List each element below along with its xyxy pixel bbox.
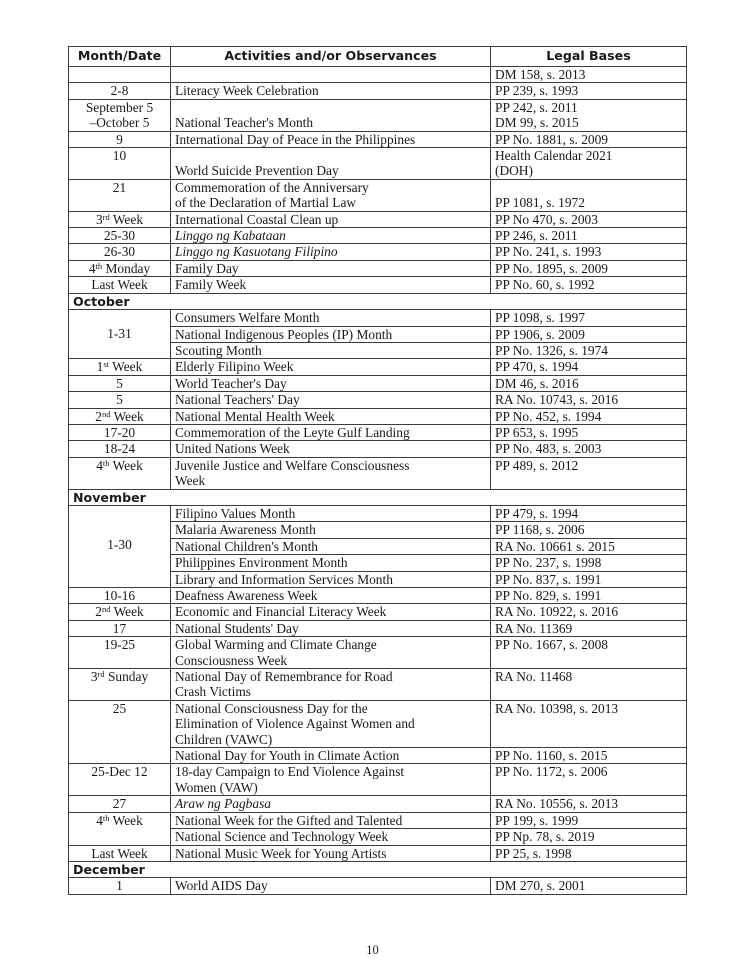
legal-basis-cell: RA No. 10743, s. 2016 [491, 392, 687, 408]
ordinal-suffix: th [102, 457, 110, 468]
legal-basis-cell: PP No. 829, s. 1991 [491, 588, 687, 604]
date-cell [69, 67, 171, 83]
date-cell: 5 [69, 375, 171, 391]
table-row [69, 228, 687, 244]
date-cell: 1st Week [69, 359, 171, 375]
header-activities: Activities and/or Observances [171, 47, 491, 67]
activity-text: National Teachers' Day [175, 392, 300, 408]
date-cell: 1-30 [69, 505, 171, 587]
activity-text: World Suicide Prevention Day [175, 163, 339, 179]
date-cell: September 5 –October 5 [69, 99, 171, 131]
table-body [69, 67, 687, 895]
legal-basis-cell: PP Np. 78, s. 2019 [491, 829, 687, 845]
activity-text: Scouting Month [175, 342, 262, 358]
legal-basis-cell: PP No. 452, s. 1994 [491, 408, 687, 424]
legal-basis-cell: PP No. 483, s. 2003 [491, 441, 687, 457]
ordinal-suffix: nd [101, 604, 111, 615]
table-row [69, 131, 687, 147]
activity-text: National Children's Month [175, 538, 319, 554]
legal-basis-cell: PP 242, s. 2011 DM 99, s. 2015 [491, 99, 687, 131]
date-cell: 4th Week [69, 812, 171, 845]
activity-cell [171, 441, 491, 457]
activity-text: Consumers Welfare Month [175, 310, 320, 326]
date-cell: 4th Week [69, 457, 171, 489]
date-cell: Last Week [69, 845, 171, 861]
table-row [69, 441, 687, 457]
legal-basis-cell: RA No. 10556, s. 2013 [491, 796, 687, 812]
table-row [69, 457, 687, 489]
date-cell: 3rd Sunday [69, 669, 171, 701]
date-cell: 27 [69, 796, 171, 812]
activity-cell [171, 748, 491, 764]
activity-cell [171, 764, 491, 796]
date-cell: 25-Dec 12 [69, 764, 171, 796]
ordinal-suffix: th [95, 260, 103, 271]
date-cell: 1 [69, 878, 171, 894]
activity-cell [171, 359, 491, 375]
activity-cell [171, 310, 491, 326]
activity-cell [171, 131, 491, 147]
activity-cell [171, 555, 491, 571]
month-header-row [69, 489, 687, 505]
activity-cell [171, 604, 491, 620]
activity-text: Economic and Financial Literacy Week [175, 604, 387, 620]
date-cell: 2nd Week [69, 408, 171, 424]
table-row [69, 277, 687, 293]
legal-basis-cell: PP No. 837, s. 1991 [491, 571, 687, 587]
activity-text: International Day of Peace in the Philippines [175, 131, 416, 147]
ordinal-suffix: nd [101, 408, 111, 419]
activity-cell [171, 392, 491, 408]
observances-table [68, 46, 687, 895]
header-legal-bases: Legal Bases [491, 47, 687, 67]
legal-basis-cell: RA No. 10922, s. 2016 [491, 604, 687, 620]
table-header-row [69, 47, 687, 67]
activity-text: Family Day [175, 260, 239, 276]
activity-cell [171, 179, 491, 211]
table-row [69, 67, 687, 83]
activity-text: National Teacher's Month [175, 115, 314, 131]
date-cell: 25-30 [69, 228, 171, 244]
activity-cell [171, 620, 491, 636]
date-cell: 3rd Week [69, 211, 171, 227]
ordinal-suffix: th [102, 812, 110, 823]
activity-cell [171, 878, 491, 894]
activity-text: Filipino Values Month [175, 505, 296, 521]
date-cell: 10 [69, 148, 171, 180]
activity-cell [171, 522, 491, 538]
table-row [69, 588, 687, 604]
activity-cell [171, 99, 491, 131]
legal-basis-cell: RA No. 10398, s. 2013 [491, 700, 687, 747]
ordinal-suffix: rd [102, 211, 110, 222]
legal-basis-cell: PP No. 1881, s. 2009 [491, 131, 687, 147]
activity-cell [171, 260, 491, 276]
activity-cell [171, 812, 491, 828]
activity-text: Literacy Week Celebration [175, 83, 319, 99]
table-row [69, 424, 687, 440]
legal-basis-cell: PP No. 1160, s. 2015 [491, 748, 687, 764]
activity-cell [171, 67, 491, 83]
legal-basis-cell: PP 479, s. 1994 [491, 505, 687, 521]
activity-cell [171, 571, 491, 587]
activity-text: World AIDS Day [175, 878, 268, 894]
activity-cell [171, 845, 491, 861]
date-cell: 10-16 [69, 588, 171, 604]
activity-text: National Indigenous Peoples (IP) Month [175, 326, 393, 342]
legal-basis-cell: PP 1168, s. 2006 [491, 522, 687, 538]
activity-text: Linggo ng Kabataan [175, 228, 286, 244]
table-row [69, 796, 687, 812]
table-row [69, 878, 687, 894]
activity-text: National Consciousness Day for the Elimination of Violence Against Women and Children (VAWC) [175, 700, 415, 747]
activity-text: International Coastal Clean up [175, 211, 339, 227]
table-row [69, 845, 687, 861]
activity-cell [171, 277, 491, 293]
month-label: December [69, 861, 687, 877]
month-header-row [69, 293, 687, 309]
date-cell: 18-24 [69, 441, 171, 457]
activity-cell [171, 637, 491, 669]
activity-text: Araw ng Pagbasa [175, 796, 271, 812]
legal-basis-cell: PP No. 60, s. 1992 [491, 277, 687, 293]
table-row [69, 812, 687, 828]
table-row [69, 392, 687, 408]
legal-basis-cell: RA No. 11468 [491, 669, 687, 701]
date-cell: 2-8 [69, 83, 171, 99]
activity-cell [171, 211, 491, 227]
page-number: 10 [366, 943, 379, 957]
table-row [69, 211, 687, 227]
activity-text: United Nations Week [175, 441, 290, 457]
ordinal-suffix: rd [97, 669, 105, 680]
date-cell: 19-25 [69, 637, 171, 669]
legal-basis-cell: PP No. 241, s. 1993 [491, 244, 687, 260]
table-row [69, 669, 687, 701]
table-row [69, 505, 687, 521]
legal-basis-cell: PP No. 1172, s. 2006 [491, 764, 687, 796]
table-row [69, 700, 687, 747]
date-cell: 25 [69, 700, 171, 764]
legal-basis-cell: PP 1081, s. 1972 [491, 179, 687, 211]
header-month-date: Month/Date [69, 47, 171, 67]
activity-cell [171, 669, 491, 701]
table-row [69, 408, 687, 424]
table-row [69, 260, 687, 276]
date-cell: 5 [69, 392, 171, 408]
activity-cell [171, 148, 491, 180]
legal-basis-cell: PP 199, s. 1999 [491, 812, 687, 828]
activity-text: National Week for the Gifted and Talented [175, 812, 403, 828]
activity-cell [171, 829, 491, 845]
date-cell: 2nd Week [69, 604, 171, 620]
activity-text: National Mental Health Week [175, 408, 335, 424]
ordinal-suffix: st [103, 359, 110, 370]
activity-text: Family Week [175, 277, 247, 293]
activity-text: Deafness Awareness Week [175, 588, 318, 603]
activity-text: Linggo ng Kasuotang Filipino [175, 244, 338, 260]
date-cell: 17 [69, 620, 171, 636]
legal-basis-cell: PP 470, s. 1994 [491, 359, 687, 375]
table-row [69, 148, 687, 180]
legal-basis-cell: PP 1098, s. 1997 [491, 310, 687, 326]
activity-cell [171, 83, 491, 99]
month-label: October [69, 293, 687, 309]
activity-text: World Teacher's Day [175, 375, 287, 391]
activity-text: Global Warming and Climate Change Consciousness Week [175, 637, 377, 668]
legal-basis-cell: PP No. 237, s. 1998 [491, 555, 687, 571]
activity-cell [171, 424, 491, 440]
legal-basis-cell: DM 158, s. 2013 [491, 67, 687, 83]
legal-basis-cell: Health Calendar 2021 (DOH) [491, 148, 687, 180]
activity-text: 18-day Campaign to End Violence Against Women (VAW) [175, 764, 405, 795]
legal-basis-cell: PP 246, s. 2011 [491, 228, 687, 244]
legal-basis-cell: PP No. 1895, s. 2009 [491, 260, 687, 276]
legal-basis-cell: PP 489, s. 2012 [491, 457, 687, 489]
activity-cell [171, 538, 491, 554]
table-row [69, 620, 687, 636]
activity-text: Juvenile Justice and Welfare Consciousness Week [175, 457, 410, 489]
table-row [69, 179, 687, 211]
activity-text: National Day of Remembrance for Road Crash Victims [175, 669, 393, 700]
activity-text: Malaria Awareness Month [175, 522, 316, 538]
activity-cell [171, 588, 491, 604]
table-row [69, 99, 687, 131]
table-row [69, 764, 687, 796]
activity-text: National Students' Day [175, 620, 299, 636]
table-row [69, 310, 687, 326]
legal-basis-cell: RA No. 10661 s. 2015 [491, 538, 687, 554]
legal-basis-cell: DM 46, s. 2016 [491, 375, 687, 391]
legal-basis-cell: DM 270, s. 2001 [491, 878, 687, 894]
date-cell: 17-20 [69, 424, 171, 440]
table-row [69, 604, 687, 620]
activity-text: National Day for Youth in Climate Action [175, 748, 400, 764]
activity-text: Philippines Environment Month [175, 555, 348, 571]
activity-text: Commemoration of the Leyte Gulf Landing [175, 424, 410, 440]
legal-basis-cell: PP 1906, s. 2009 [491, 326, 687, 342]
date-cell: 21 [69, 179, 171, 211]
date-cell: 1-31 [69, 310, 171, 359]
date-cell: 9 [69, 131, 171, 147]
activity-cell [171, 326, 491, 342]
activity-cell [171, 505, 491, 521]
activity-text: Elderly Filipino Week [175, 359, 294, 375]
activity-cell [171, 375, 491, 391]
table-row [69, 359, 687, 375]
activity-cell [171, 457, 491, 489]
date-cell: Last Week [69, 277, 171, 293]
table-row [69, 83, 687, 99]
activity-text: Commemoration of the Anniversary of the Declaration of Martial Law [175, 179, 369, 211]
activity-cell [171, 700, 491, 747]
activity-cell [171, 342, 491, 358]
activity-cell [171, 228, 491, 244]
legal-basis-cell: PP No. 1326, s. 1974 [491, 342, 687, 358]
legal-basis-cell: PP No. 1667, s. 2008 [491, 637, 687, 669]
activity-text: National Music Week for Young Artists [175, 845, 387, 861]
table-row [69, 375, 687, 391]
activity-cell [171, 796, 491, 812]
legal-basis-cell: PP 653, s. 1995 [491, 424, 687, 440]
month-header-row [69, 861, 687, 877]
date-cell: 4th Monday [69, 260, 171, 276]
table-row [69, 637, 687, 669]
legal-basis-cell: RA No. 11369 [491, 620, 687, 636]
calendar-page [68, 46, 686, 895]
activity-cell [171, 408, 491, 424]
month-label: November [69, 489, 687, 505]
date-cell: 26-30 [69, 244, 171, 260]
activity-text: National Science and Technology Week [175, 829, 389, 845]
legal-basis-cell: PP No 470, s. 2003 [491, 211, 687, 227]
activity-cell [171, 244, 491, 260]
legal-basis-cell: PP 239, s. 1993 [491, 83, 687, 99]
legal-basis-cell: PP 25, s. 1998 [491, 845, 687, 861]
table-row [69, 244, 687, 260]
activity-text: Library and Information Services Month [175, 571, 393, 587]
